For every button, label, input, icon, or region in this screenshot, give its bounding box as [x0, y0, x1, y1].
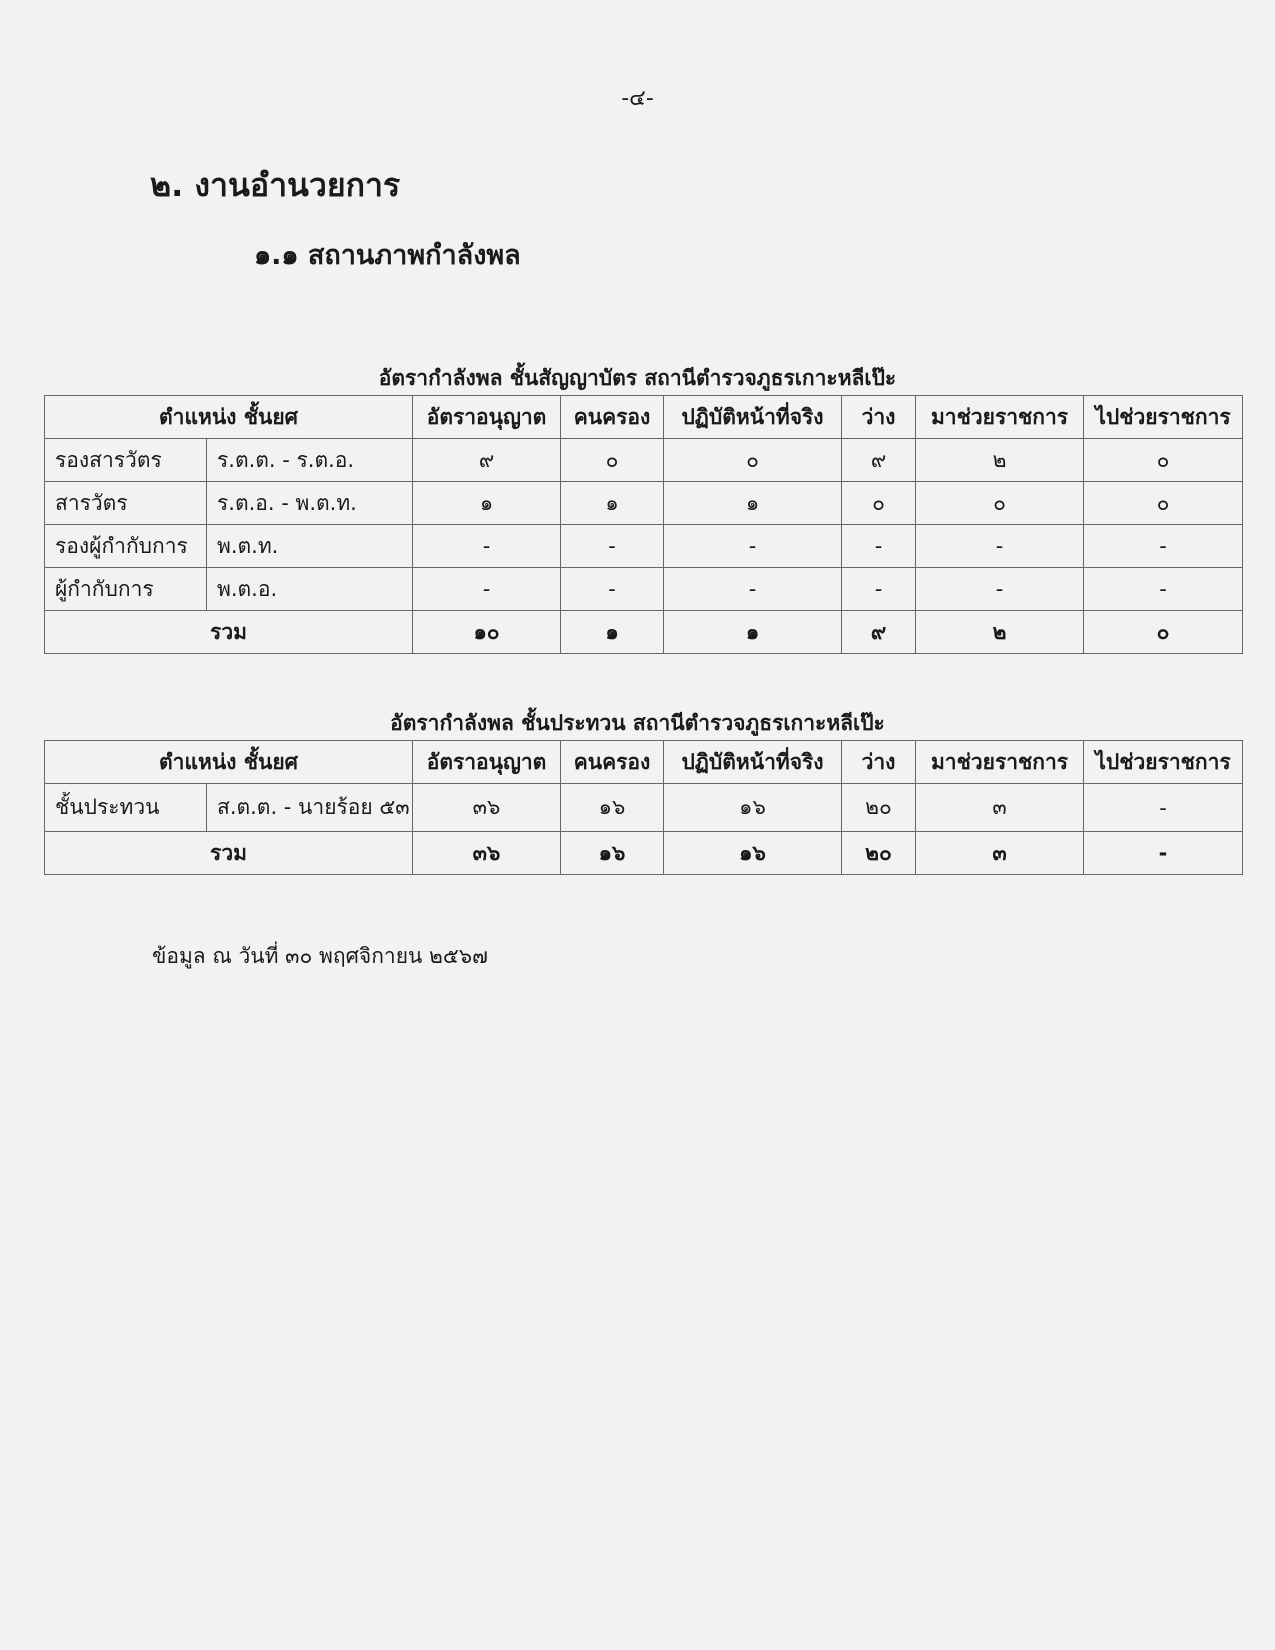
table-total-row [45, 832, 1243, 875]
authorized-cell: ๙ [413, 439, 561, 482]
occupied-cell: - [561, 568, 664, 611]
column-header-actual-duty: ปฏิบัติหน้าที่จริง [664, 396, 842, 439]
occupied-cell: ๐ [561, 439, 664, 482]
actual-duty-cell: - [664, 568, 842, 611]
attached-in-cell: - [916, 525, 1084, 568]
officers-table-caption: อัตรากำลังพล ชั้นสัญญาบัตร สถานีตำรวจภูธรเกาะหลีเป๊ะ [378, 366, 897, 390]
rank-cell: พ.ต.ท. [207, 525, 413, 568]
rank-cell: ร.ต.ต. - ร.ต.อ. [207, 439, 413, 482]
officers-strength-table [44, 395, 1243, 654]
attached-out-cell: ๐ [1084, 482, 1243, 525]
attached-in-cell: ๓ [916, 784, 1084, 832]
attached-out-cell: ๐ [1084, 439, 1243, 482]
column-header-vacant: ว่าง [842, 741, 916, 784]
column-header-position: ตำแหน่ง ชั้นยศ [45, 741, 413, 784]
authorized-cell: - [413, 525, 561, 568]
column-header-attached-in: มาช่วยราชการ [916, 741, 1084, 784]
vacant-cell: ๒๐ [842, 784, 916, 832]
authorized-cell: - [413, 568, 561, 611]
vacant-cell: - [842, 525, 916, 568]
actual-duty-cell: - [664, 525, 842, 568]
data-as-of-note: ข้อมูล ณ วันที่ ๓๐ พฤศจิกายน ๒๕๖๗ [152, 944, 488, 968]
table-row [45, 568, 1243, 611]
rank-cell: ส.ต.ต. - นายร้อย ๕๓ [207, 784, 413, 832]
table-row [45, 525, 1243, 568]
nco-strength-table [44, 740, 1243, 875]
nco-table-caption: อัตรากำลังพล ชั้นประทวน สถานีตำรวจภูธรเกาะหลีเป๊ะ [390, 711, 885, 735]
actual-duty-cell: ๑ [664, 482, 842, 525]
section-heading: ๒. งานอำนวยการ [150, 166, 401, 204]
column-header-occupied: คนครอง [561, 396, 664, 439]
position-cell: ชั้นประทวน [45, 784, 207, 832]
occupied-cell: - [561, 525, 664, 568]
authorized-cell: ๑ [413, 482, 561, 525]
total-attached-in-cell: ๒ [916, 611, 1084, 654]
total-occupied-cell: ๑๖ [561, 832, 664, 875]
vacant-cell: ๐ [842, 482, 916, 525]
table-row [45, 439, 1243, 482]
total-vacant-cell: ๙ [842, 611, 916, 654]
column-header-authorized: อัตราอนุญาต [413, 741, 561, 784]
column-header-occupied: คนครอง [561, 741, 664, 784]
attached-in-cell: ๐ [916, 482, 1084, 525]
subsection-heading: ๑.๑ สถานภาพกำลังพล [254, 240, 521, 271]
column-header-authorized: อัตราอนุญาต [413, 396, 561, 439]
attached-in-cell: - [916, 568, 1084, 611]
authorized-cell: ๓๖ [413, 784, 561, 832]
occupied-cell: ๑ [561, 482, 664, 525]
vacant-cell: ๙ [842, 439, 916, 482]
column-header-attached-in: มาช่วยราชการ [916, 396, 1084, 439]
rank-cell: พ.ต.อ. [207, 568, 413, 611]
occupied-cell: ๑๖ [561, 784, 664, 832]
total-actual-duty-cell: ๑๖ [664, 832, 842, 875]
total-authorized-cell: ๑๐ [413, 611, 561, 654]
total-label: รวม [45, 832, 413, 875]
total-label: รวม [45, 611, 413, 654]
column-header-attached-out: ไปช่วยราชการ [1084, 396, 1243, 439]
total-vacant-cell: ๒๐ [842, 832, 916, 875]
rank-cell: ร.ต.อ. - พ.ต.ท. [207, 482, 413, 525]
attached-out-cell: - [1084, 784, 1243, 832]
attached-out-cell: - [1084, 568, 1243, 611]
table-row [45, 784, 1243, 832]
page-number: -๔- [621, 86, 654, 111]
column-header-actual-duty: ปฏิบัติหน้าที่จริง [664, 741, 842, 784]
position-cell: รองผู้กำกับการ [45, 525, 207, 568]
table-total-row [45, 611, 1243, 654]
column-header-attached-out: ไปช่วยราชการ [1084, 741, 1243, 784]
actual-duty-cell: ๑๖ [664, 784, 842, 832]
total-attached-in-cell: ๓ [916, 832, 1084, 875]
position-cell: สารวัตร [45, 482, 207, 525]
table-header-row [45, 741, 1243, 784]
attached-out-cell: - [1084, 525, 1243, 568]
total-actual-duty-cell: ๑ [664, 611, 842, 654]
position-cell: ผู้กำกับการ [45, 568, 207, 611]
table-row [45, 482, 1243, 525]
vacant-cell: - [842, 568, 916, 611]
actual-duty-cell: ๐ [664, 439, 842, 482]
column-header-position: ตำแหน่ง ชั้นยศ [45, 396, 413, 439]
total-attached-out-cell: ๐ [1084, 611, 1243, 654]
table-header-row [45, 396, 1243, 439]
total-attached-out-cell: - [1084, 832, 1243, 875]
position-cell: รองสารวัตร [45, 439, 207, 482]
column-header-vacant: ว่าง [842, 396, 916, 439]
total-occupied-cell: ๑ [561, 611, 664, 654]
total-authorized-cell: ๓๖ [413, 832, 561, 875]
attached-in-cell: ๒ [916, 439, 1084, 482]
